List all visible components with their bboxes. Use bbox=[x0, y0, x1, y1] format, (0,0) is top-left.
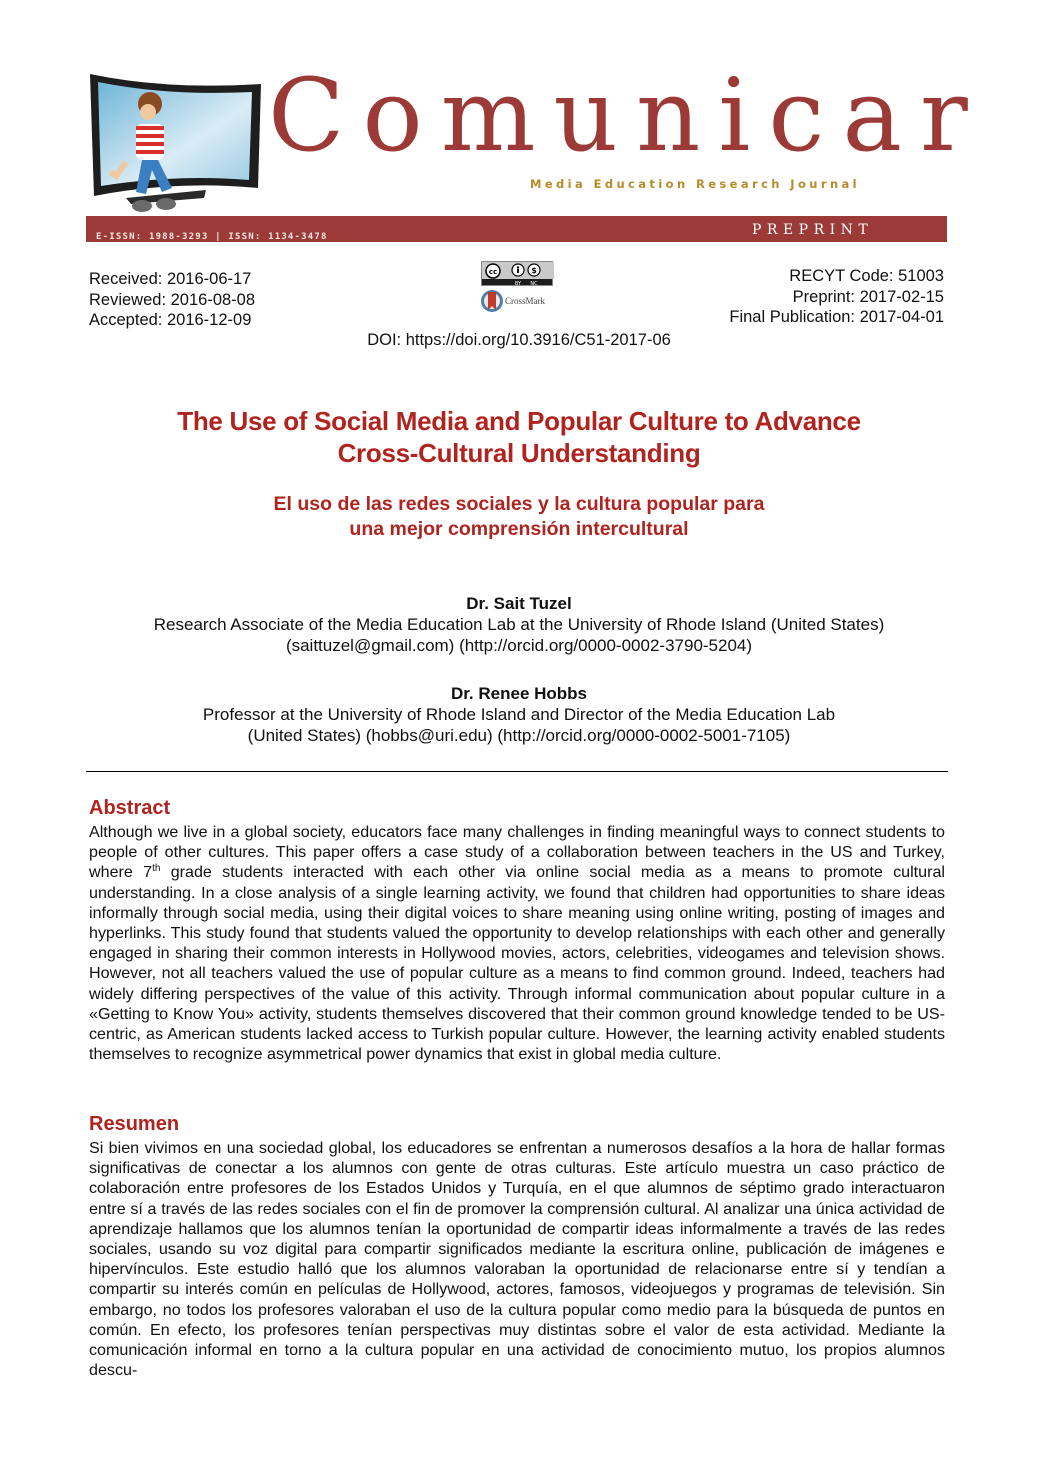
spanish-title-line-1: El uso de las redes sociales y la cultura popular para bbox=[273, 493, 765, 515]
author-name: Dr. Sait Tuzel bbox=[466, 594, 572, 613]
crossmark-label: CrossMark bbox=[505, 296, 545, 306]
journal-subtitle: Media Education Research Journal bbox=[530, 177, 861, 191]
svg-text:cc: cc bbox=[488, 268, 498, 276]
reviewed-date: Reviewed: 2016-08-08 bbox=[89, 290, 256, 309]
title-line-2: Cross-Cultural Understanding bbox=[337, 438, 701, 468]
submission-dates bbox=[89, 269, 255, 331]
doi-link[interactable]: DOI: https://doi.org/10.3916/C51-2017-06 bbox=[367, 331, 671, 349]
journal-name: Comunicar bbox=[268, 57, 986, 174]
tv-kid-icon bbox=[86, 68, 261, 218]
final-publication-date: Final Publication: 2017-04-01 bbox=[729, 308, 944, 326]
paper-title bbox=[0, 405, 1038, 469]
author-name: Dr. Renee Hobbs bbox=[450, 684, 588, 703]
journal-logo-illustration bbox=[86, 68, 261, 218]
recyt-code: RECYT Code: 51003 bbox=[789, 267, 944, 285]
author-block bbox=[0, 593, 1038, 656]
author-affiliation: Professor at the University of Rhode Island and Director of the Media Education Lab bbox=[202, 705, 836, 724]
author-contact[interactable]: (saittuzel@gmail.com) (http://orcid.org/0000-0002-3790-5204) bbox=[285, 636, 753, 655]
preprint-label: PREPRINT bbox=[752, 222, 874, 238]
abstract-text bbox=[89, 822, 945, 1064]
section-divider bbox=[86, 771, 948, 772]
svg-text:BY: BY bbox=[514, 281, 522, 287]
author-contact[interactable]: (United States) (hobbs@uri.edu) (http://orcid.org/0000-0002-5001-7105) bbox=[247, 726, 791, 745]
spanish-title-line-2: una mejor comprensión intercultural bbox=[349, 518, 689, 540]
publication-info bbox=[729, 266, 944, 328]
cc-by-nc-license-icon[interactable] bbox=[481, 261, 553, 286]
preprint-date: Preprint: 2017-02-15 bbox=[792, 287, 944, 306]
abstract-text-part-2: grade students interacted with each other via online social media as a means to promote cultural understanding. In a close analysis of a single learning activity, we found that children had opportunities to share ideas informally through social media, using their digital voices to share meaning using online writing, posting of images and hyperlinks. This study found that students valued the opportunity to develop relationships with each other and generally engaged in sharing their common interests in Hollywood movies, actors, celebrities, videogames and television shows. However, not all teachers valued the use of popular culture as a means to find common ground. Indeed, teachers had widely differing perspectives of the value of this activity. Through informal communication about popular culture in a «Getting to Know You» activity, students themselves discovered that their common ground knowledge tended to be US-centric, as American students lacked access to Turkish popular culture. However, the learning activity enabled students themselves to recognize asymmetrical power dynamics that exist in global media culture. bbox=[89, 863, 945, 1064]
svg-text:$: $ bbox=[531, 266, 537, 275]
title-line-1: The Use of Social Media and Popular Culture to Advance bbox=[177, 406, 861, 436]
author-affiliation: Research Associate of the Media Education Lab at the University of Rhode Island (United States) bbox=[153, 615, 885, 634]
abstract-heading: Abstract bbox=[89, 797, 171, 819]
paper-title-spanish bbox=[0, 492, 1038, 542]
ordinal-suffix: th bbox=[152, 863, 161, 875]
resumen-heading: Resumen bbox=[89, 1113, 180, 1135]
svg-text:NC: NC bbox=[530, 281, 538, 287]
abstract-text-part-1: Although we live in a global society, educators face many challenges in finding meaningful ways to connect students to people of other cultures. This paper offers a case study of a collaboration between teachers in the US and Turkey, where 7 bbox=[89, 823, 945, 882]
resumen-text: Si bien vivimos en una sociedad global, los educadores se enfrentan a numerosos desafíos a la hora de hallar formas significativas de conectar a los alumnos con gente de otras culturas. Este artículo muestra un caso práctico de colaboración entre profesores de los Estados Unidos y Turquía, en el que alumnos de séptimo grado interactuaron entre sí a través de las redes sociales con el fin de promover la comprensión cultural. Al analizar una única actividad de aprendizaje hallamos que los alumnos tenían la oportunidad de compartir ideas informalmente a través de las redes sociales, usando su voz digital para compartir significados mediante la escritura online, publicación de imágenes e hipervínculos. Este estudio halló que los alumnos valoraban la oportunidad de relacionarse entre sí y tendían a compartir su interés común en películas de Hollywood, actores, famosos, videojuegos y programas de televisión. Sin embargo, no todos los profesores valoraban el uso de la cultura popular como medio para la búsqueda de puntos en común. En efecto, los profesores tenían perspectivas muy distintas sobre el valor de esta actividad. Mediante la comunicación informal en torno a la cultura popular en una actividad de conocimiento mutuo, los propios alumnos descu- bbox=[89, 1139, 945, 1380]
accepted-date: Accepted: 2016-12-09 bbox=[89, 311, 252, 329]
issn-line: E-ISSN: 1988-3293 | ISSN: 1134-3478 bbox=[96, 232, 328, 242]
received-date: Received: 2016-06-17 bbox=[89, 270, 252, 288]
author-block bbox=[0, 683, 1038, 746]
crossmark-icon[interactable] bbox=[480, 288, 504, 319]
